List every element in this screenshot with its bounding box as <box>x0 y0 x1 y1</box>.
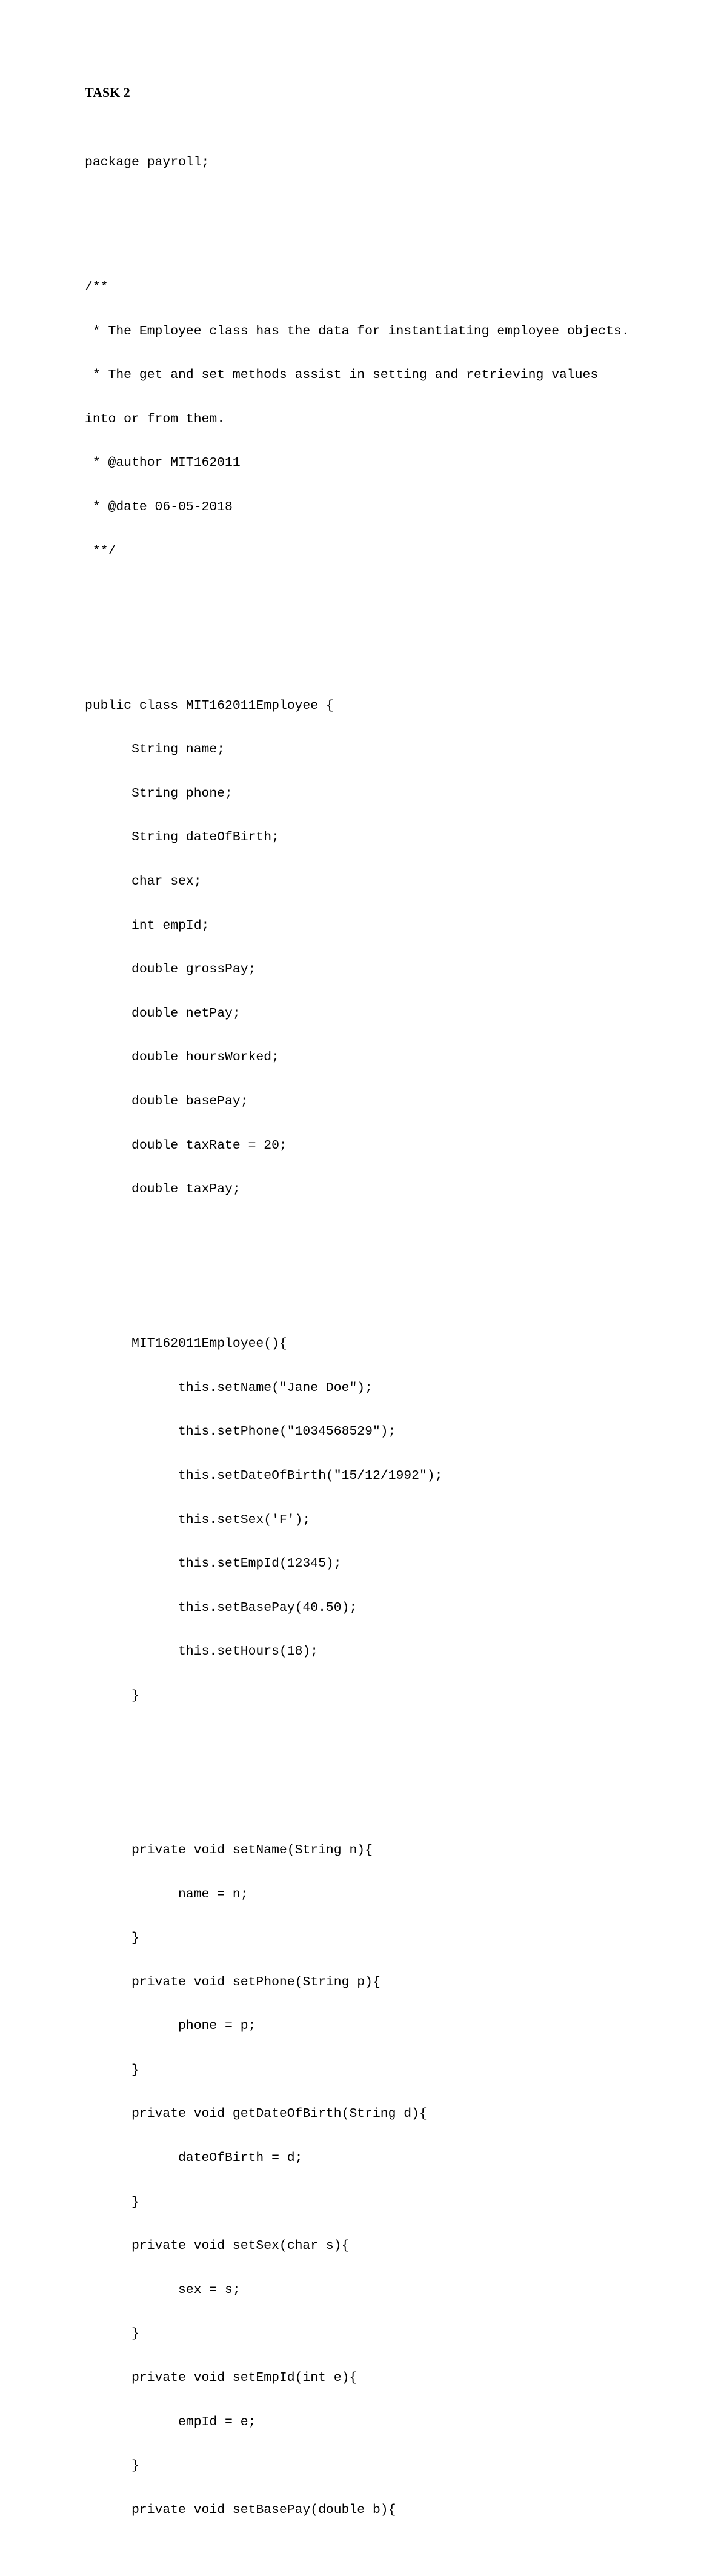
code-line: String dateOfBirth; <box>85 830 279 845</box>
code-line: private void setEmpId(int e){ <box>85 2371 357 2386</box>
code-line: this.setName("Jane Doe"); <box>85 1380 373 1395</box>
code-line: double grossPay; <box>85 962 256 977</box>
code-line: double taxPay; <box>85 1182 241 1197</box>
code-line: } <box>85 2326 139 2342</box>
package-declaration: package payroll; <box>85 155 210 170</box>
blank-line <box>85 199 630 207</box>
code-line: /** <box>85 280 108 295</box>
code-line: String name; <box>85 742 225 757</box>
code-line: double basePay; <box>85 1094 248 1109</box>
code-line: this.setBasePay(40.50); <box>85 1600 357 1615</box>
code-line: this.setEmpId(12345); <box>85 1556 342 1572</box>
code-line: int empId; <box>85 918 210 933</box>
code-line: private void setName(String n){ <box>85 1842 373 1857</box>
code-line: empId = e; <box>85 2414 256 2429</box>
class-declaration-block <box>85 669 630 1226</box>
doc-comment-block <box>85 251 630 588</box>
code-line: private void setSex(char s){ <box>85 2239 350 2254</box>
code-line: sex = s; <box>85 2282 241 2297</box>
code-line: } <box>85 1931 139 1946</box>
code-line: } <box>85 1688 139 1703</box>
code-line: double taxRate = 20; <box>85 1138 287 1153</box>
code-line: double netPay; <box>85 1006 241 1021</box>
constructor-block <box>85 1307 630 1733</box>
methods-block <box>85 1814 630 2547</box>
code-line: } <box>85 2458 139 2474</box>
code-line: * @author MIT162011 <box>85 456 241 471</box>
code-line: } <box>85 2194 139 2209</box>
code-line: private void setBasePay(double b){ <box>85 2502 396 2517</box>
code-line: this.setDateOfBirth("15/12/1992"); <box>85 1468 443 1483</box>
code-line: char sex; <box>85 874 202 889</box>
blank-line <box>85 1762 630 1770</box>
code-line: this.setPhone("1034568529"); <box>85 1424 396 1439</box>
code-line: MIT162011Employee(){ <box>85 1336 287 1352</box>
blank-line <box>85 617 630 625</box>
code-line: String phone; <box>85 786 233 801</box>
code-listing <box>85 126 630 2576</box>
code-line: phone = p; <box>85 2019 256 2034</box>
code-line: **/ <box>85 543 116 559</box>
blank-line <box>85 1255 630 1263</box>
code-line: } <box>85 2062 139 2077</box>
code-line: double hoursWorked; <box>85 1050 279 1065</box>
task-heading: TASK 2 <box>85 85 130 100</box>
code-line: * The get and set methods assist in setting and retrieving values <box>85 368 599 383</box>
code-line: private void getDateOfBirth(String d){ <box>85 2106 427 2122</box>
code-line: public class MIT162011Employee { <box>85 698 334 713</box>
code-line: name = n; <box>85 1887 248 1902</box>
code-line: this.setSex('F'); <box>85 1512 311 1527</box>
code-line: dateOfBirth = d; <box>85 2151 303 2166</box>
code-line: private void setPhone(String p){ <box>85 1974 380 1990</box>
code-line: * The Employee class has the data for instantiating employee objects. <box>85 324 630 339</box>
code-line: * @date 06-05-2018 <box>85 499 233 514</box>
code-line: this.setHours(18); <box>85 1644 319 1659</box>
code-line: into or from them. <box>85 411 225 427</box>
